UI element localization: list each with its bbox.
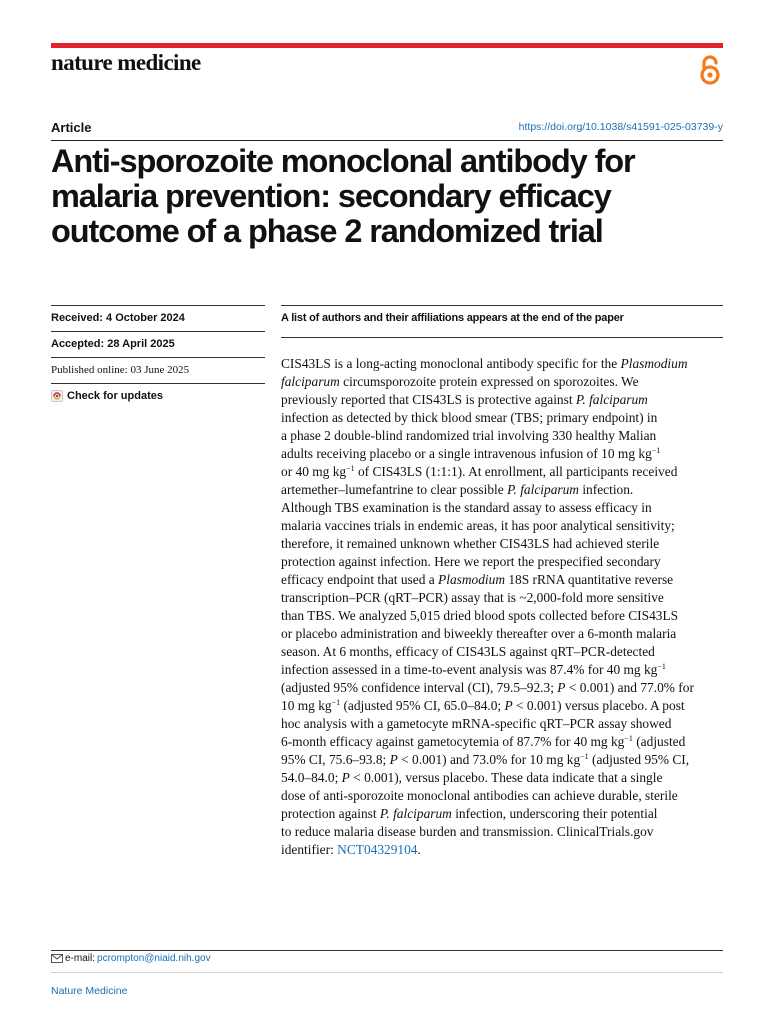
check-for-updates-button[interactable] — [51, 384, 265, 409]
abstract-line: 54.0–84.0; P < 0.001), versus placebo. These data indicate that a single — [281, 770, 663, 785]
title-line: malaria prevention: secondary efficacy — [51, 178, 611, 214]
journal-name[interactable]: nature medicine — [51, 50, 201, 75]
abstract-line: malaria vaccines trials in endemic areas, it has poor analytical sensitivity; — [281, 518, 675, 533]
footer-divider — [51, 972, 723, 973]
abstract-line: adults receiving placebo or a single intravenous infusion of 10 mg $kg^{-1}$ — [281, 446, 661, 461]
abstract-line: 6-month efficacy against gametocytemia of 87.7% for 40 mg $kg^{-1}$ (adjusted — [281, 734, 686, 749]
abstract-line: identifier: NCT04329104. — [281, 842, 421, 857]
abstract-line: infection as detected by thick blood smear (TBS; primary endpoint) in — [281, 410, 658, 425]
title-line: outcome of a phase 2 randomized trial — [51, 213, 603, 249]
abstract-line: or 40 mg $kg^{-1}$ of CIS43LS (1:1:1). At enrollment, all participants received — [281, 464, 678, 479]
check-for-updates-icon — [51, 390, 63, 402]
published-date: Published online: 03 June 2025 — [51, 358, 265, 384]
abstract-line: season. At 6 months, efficacy of CIS43LS against qRT–PCR-detected — [281, 644, 655, 659]
authors-note-rule-bottom — [281, 337, 723, 338]
footer-journal-name[interactable]: Nature Medicine — [51, 985, 128, 997]
article-history — [51, 305, 265, 409]
received-date: Received: 4 October 2024 — [51, 306, 265, 332]
open-access-icon[interactable] — [698, 54, 722, 86]
article-title — [51, 144, 731, 249]
abstract-line: falciparum circumsporozoite protein expressed on sporozoites. We — [281, 374, 639, 389]
abstract — [281, 355, 729, 859]
abstract-line: 10 mg $kg^{-1}$ (adjusted 95% CI, 65.0–84.0; P < 0.001) versus placebo. A post — [281, 698, 685, 713]
abstract-line: infection assessed in a time-to-event analysis was 87.4% for 40 mg $kg^{-1}$ — [281, 662, 666, 677]
abstract-line: artemether–lumefantrine to clear possible P. falciparum infection. — [281, 482, 634, 497]
abstract-line: 95% CI, 75.6–93.8; P < 0.001) and 73.0% for 10 mg $kg^{-1}$ (adjusted 95% CI, — [281, 752, 690, 767]
abstract-line: to reduce malaria disease burden and transmission. ClinicalTrials.gov — [281, 824, 654, 839]
abstract-line: protection against P. falciparum infection, underscoring their potential — [281, 806, 658, 821]
clinical-trial-link[interactable]: NCT04329104 — [337, 842, 418, 857]
accepted-date: Accepted: 28 April 2025 — [51, 332, 265, 358]
abstract-line: or placebo administration and biweekly thereafter over a 6-month malaria — [281, 626, 677, 641]
abstract-line: therefore, it remained unknown whether CIS43LS had achieved sterile — [281, 536, 660, 551]
footer-rule — [51, 950, 723, 951]
authors-note: A list of authors and their affiliations appears at the end of the paper — [281, 312, 624, 324]
abstract-line: CIS43LS is a long-acting monoclonal antibody specific for the Plasmodium — [281, 356, 688, 371]
header-accent-rule — [51, 43, 723, 48]
abstract-line: hoc analysis with a gametocyte mRNA-specific qRT–PCR assay showed — [281, 716, 672, 731]
authors-note-rule-top — [281, 305, 723, 306]
doi-link[interactable]: https://doi.org/10.1038/s41591-025-03739-y — [518, 121, 723, 133]
abstract-line: efficacy endpoint that used a Plasmodium 18S rRNA quantitative reverse — [281, 572, 674, 587]
email-link[interactable]: pcrompton@niaid.nih.gov — [97, 953, 211, 964]
check-for-updates-label: Check for updates — [67, 390, 163, 402]
abstract-line: than TBS. We analyzed 5,015 dried blood spots collected before CIS43LS — [281, 608, 679, 623]
abstract-line: Although TBS examination is the standard assay to assess efficacy in — [281, 500, 652, 515]
abstract-line: transcription–PCR (qRT–PCR) assay that is ~2,000-fold more sensitive — [281, 590, 664, 605]
correspondence-email — [51, 953, 211, 964]
title-rule — [51, 140, 723, 141]
abstract-line: dose of anti-sporozoite monoclonal antibodies can achieve durable, sterile — [281, 788, 678, 803]
article-type-label: Article — [51, 120, 92, 135]
abstract-line: a phase 2 double-blind randomized trial involving 330 healthy Malian — [281, 428, 657, 443]
title-line: Anti-sporozoite monoclonal antibody for — [51, 143, 635, 179]
abstract-line: protection against infection. Here we report the prespecified secondary — [281, 554, 661, 569]
email-label: e-mail: — [65, 953, 96, 964]
abstract-line: (adjusted 95% confidence interval (CI), 79.5–92.3; P < 0.001) and 77.0% for — [281, 680, 694, 695]
abstract-line: previously reported that CIS43LS is protective against P. falciparum — [281, 392, 648, 407]
envelope-icon — [51, 954, 63, 963]
